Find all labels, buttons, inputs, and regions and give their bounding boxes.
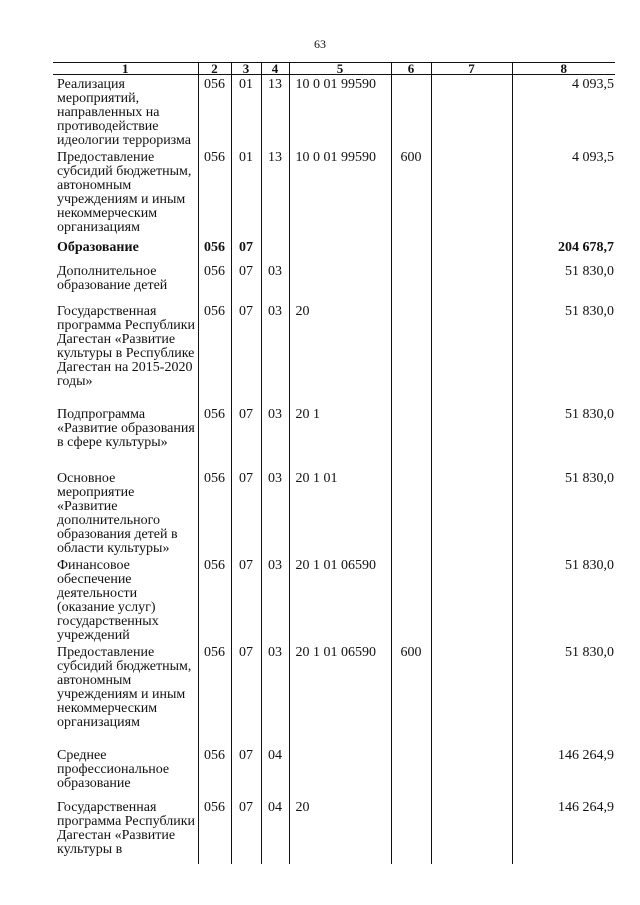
table-row [53, 238, 615, 262]
row-subsection-code: 03 [261, 262, 289, 302]
row-section-code: 07 [231, 469, 261, 556]
row-section-code: 07 [231, 643, 261, 746]
row-section-code: 01 [231, 148, 261, 238]
row-target-article: 20 [289, 798, 391, 864]
header-cell: 2 [198, 63, 231, 75]
row-ved-code: 056 [198, 556, 231, 643]
row-amount: 4 093,5 [512, 75, 615, 149]
row-ved-code: 056 [198, 75, 231, 149]
table-row [53, 302, 615, 405]
header-cell: 7 [431, 63, 512, 75]
row-ved-code: 056 [198, 148, 231, 238]
row-name: Реализация мероприятий, направленных на противодействие идеологии терроризма [57, 77, 191, 148]
row-subsection-code: 03 [261, 556, 289, 643]
row-expense-type [391, 556, 431, 643]
row-subsection-code: 03 [261, 643, 289, 746]
row-ved-code: 056 [198, 262, 231, 302]
row-name: Образование [57, 240, 139, 255]
row-ved-code: 056 [198, 405, 231, 469]
header-cell: 3 [231, 63, 261, 75]
row-ved-code: 056 [198, 238, 231, 262]
row-section-code: 07 [231, 746, 261, 798]
row-target-article: 20 [289, 302, 391, 405]
row-name: Среднее профессиональное образование [57, 748, 170, 791]
table-row [53, 405, 615, 469]
row-expense-type [391, 302, 431, 405]
row-target-article: 10 0 01 99590 [289, 148, 391, 238]
row-section-code: 07 [231, 302, 261, 405]
row-subsection-code: 03 [261, 469, 289, 556]
row-amount: 51 830,0 [512, 262, 615, 302]
row-section-code: 07 [231, 405, 261, 469]
table-row [53, 556, 615, 643]
row-subsection-code: 04 [261, 798, 289, 864]
row-column-7 [431, 75, 512, 149]
table-body [53, 75, 615, 865]
row-amount: 146 264,9 [512, 746, 615, 798]
row-amount: 51 830,0 [512, 302, 615, 405]
row-ved-code: 056 [198, 469, 231, 556]
row-name: Основное мероприятие «Развитие дополнительного образования детей в области культуры» [57, 471, 178, 556]
row-expense-type [391, 798, 431, 864]
row-name: Финансовое обеспечение деятельности (оказание услуг) государственных учреждений [57, 558, 159, 643]
row-column-7 [431, 469, 512, 556]
header-cell: 5 [289, 63, 391, 75]
row-expense-type [391, 75, 431, 149]
row-name: Государственная программа Республики Дагестан «Развитие культуры в [57, 800, 196, 857]
row-ved-code: 056 [198, 798, 231, 864]
table-row [53, 262, 615, 302]
row-subsection-code [261, 238, 289, 262]
row-name: Дополнительное образование детей [57, 264, 168, 293]
row-expense-type [391, 469, 431, 556]
row-expense-type [391, 238, 431, 262]
row-name: Предоставление субсидий бюджетным, автономным учреждениям и иным некоммерческим организациям [57, 150, 192, 235]
row-ved-code: 056 [198, 302, 231, 405]
row-column-7 [431, 262, 512, 302]
row-amount: 51 830,0 [512, 469, 615, 556]
row-ved-code: 056 [198, 746, 231, 798]
table-row [53, 798, 615, 864]
row-subsection-code: 13 [261, 75, 289, 149]
row-target-article [289, 746, 391, 798]
row-column-7 [431, 148, 512, 238]
header-cell: 1 [53, 63, 198, 75]
row-target-article [289, 262, 391, 302]
row-column-7 [431, 746, 512, 798]
row-subsection-code: 03 [261, 302, 289, 405]
row-name: Государственная программа Республики Дагестан «Развитие культуры в Республике Дагестан на 2015-2020 годы» [57, 304, 196, 389]
table-row [53, 148, 615, 238]
row-section-code: 01 [231, 75, 261, 149]
table-row [53, 643, 615, 746]
row-target-article: 10 0 01 99590 [289, 75, 391, 149]
row-ved-code: 056 [198, 643, 231, 746]
row-column-7 [431, 238, 512, 262]
row-section-code: 07 [231, 556, 261, 643]
row-expense-type [391, 746, 431, 798]
row-column-7 [431, 302, 512, 405]
row-column-7 [431, 643, 512, 746]
row-amount: 146 264,9 [512, 798, 615, 864]
header-row [53, 63, 615, 75]
row-subsection-code: 13 [261, 148, 289, 238]
row-target-article: 20 1 01 [289, 469, 391, 556]
page-number: 63 [314, 37, 326, 51]
row-amount: 204 678,7 [512, 238, 615, 262]
row-expense-type: 600 [391, 148, 431, 238]
row-amount: 51 830,0 [512, 556, 615, 643]
row-expense-type [391, 262, 431, 302]
row-column-7 [431, 798, 512, 864]
row-section-code: 07 [231, 798, 261, 864]
row-name: Подпрограмма «Развитие образования в сфере культуры» [57, 407, 195, 450]
row-amount: 51 830,0 [512, 405, 615, 469]
row-subsection-code: 04 [261, 746, 289, 798]
row-section-code: 07 [231, 238, 261, 262]
row-subsection-code: 03 [261, 405, 289, 469]
row-column-7 [431, 405, 512, 469]
row-expense-type: 600 [391, 643, 431, 746]
row-target-article: 20 1 01 06590 [289, 556, 391, 643]
row-target-article: 20 1 01 06590 [289, 643, 391, 746]
row-section-code: 07 [231, 262, 261, 302]
table-row [53, 469, 615, 556]
table-row [53, 746, 615, 798]
header-cell: 4 [261, 63, 289, 75]
header-cell: 6 [391, 63, 431, 75]
row-column-7 [431, 556, 512, 643]
budget-table [53, 61, 615, 857]
row-target-article: 20 1 [289, 405, 391, 469]
row-amount: 4 093,5 [512, 148, 615, 238]
row-expense-type [391, 405, 431, 469]
row-amount: 51 830,0 [512, 643, 615, 746]
header-cell: 8 [512, 63, 615, 75]
row-target-article [289, 238, 391, 262]
table-row [53, 75, 615, 149]
row-name: Предоставление субсидий бюджетным, автономным учреждениям и иным некоммерческим организациям [57, 645, 192, 730]
